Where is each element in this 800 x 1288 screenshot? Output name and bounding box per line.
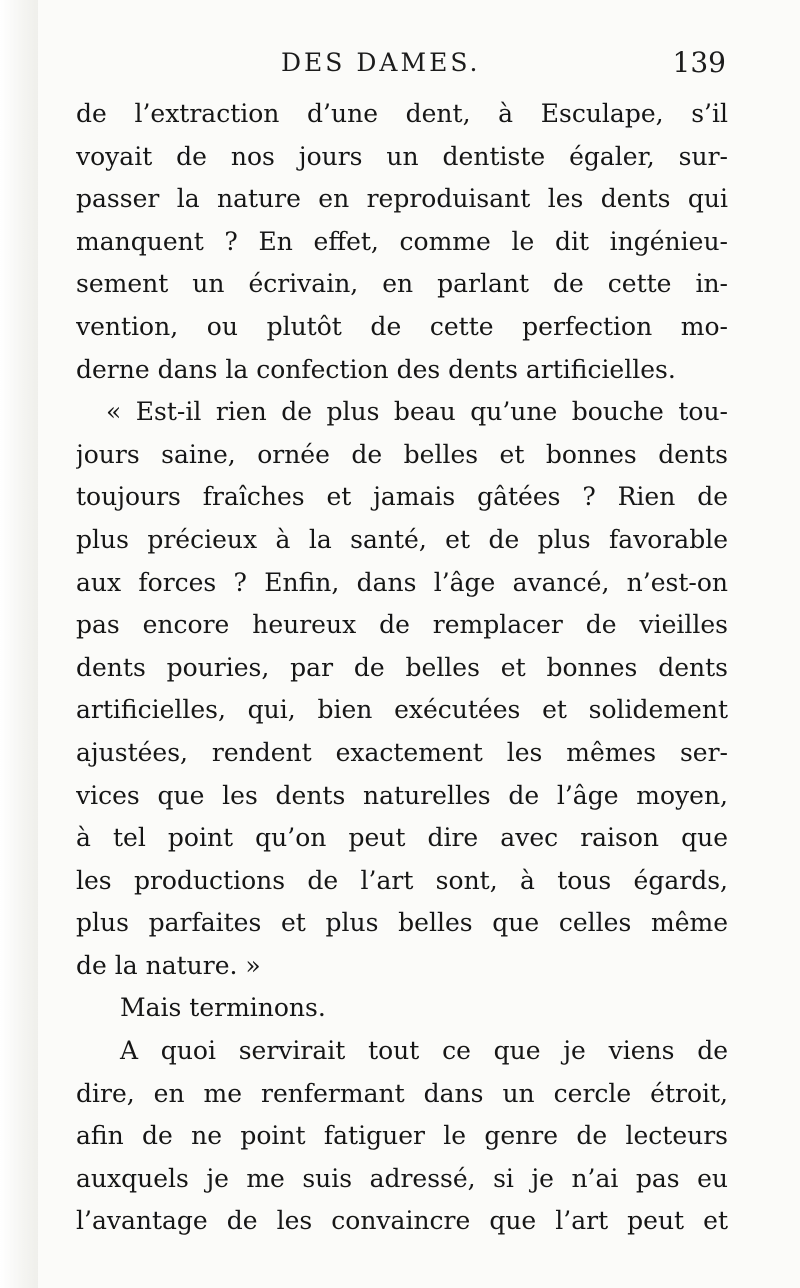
text-line: Mais terminons. — [120, 993, 326, 1023]
running-head: DES DAMES. — [281, 48, 481, 77]
text-line: de la nature. » — [76, 950, 261, 980]
text-line: sement un écrivain, en parlant de cette in- — [76, 269, 728, 299]
text-line: artificielles, qui, bien exécutées et solidement — [76, 695, 728, 725]
text-line: aux forces ? Enfin, dans l’âge avancé, n’est-on — [76, 567, 728, 597]
text-line: les productions de l’art sont, à tous égards, — [76, 865, 728, 895]
text-line: derne dans la confection des dents artificielles. — [76, 354, 676, 384]
body-text — [76, 93, 728, 1243]
page-binding-edge — [0, 0, 38, 1288]
page-number: 139 — [672, 46, 726, 79]
text-line: toujours fraîches et jamais gâtées ? Rien de — [76, 482, 728, 512]
text-line: jours saine, ornée de belles et bonnes dents — [76, 439, 728, 469]
text-line: vention, ou plutôt de cette perfection mo- — [76, 311, 728, 341]
text-line: plus précieux à la santé, et de plus favorable — [76, 524, 728, 554]
text-line: dire, en me renfermant dans un cercle étroit, — [76, 1078, 728, 1108]
text-line: l’avantage de les convaincre que l’art peut et — [76, 1206, 728, 1236]
text-line: passer la nature en reproduisant les dents qui — [76, 184, 728, 214]
text-line: « Est-il rien de plus beau qu’une bouche tou- — [106, 397, 728, 427]
text-line: pas encore heureux de remplacer de vieilles — [76, 610, 728, 640]
text-line: ajustées, rendent exactement les mêmes ser- — [76, 737, 728, 767]
text-line: de l’extraction d’une dent, à Esculape, s’il — [76, 99, 728, 128]
text-line: voyait de nos jours un dentiste égaler, sur- — [76, 141, 728, 171]
text-line: A quoi servirait tout ce que je viens de — [120, 1036, 728, 1066]
text-line: vices que les dents naturelles de l’âge moyen, — [76, 780, 728, 810]
text-line: dents pouries, par de belles et bonnes dents — [76, 652, 728, 682]
text-line: plus parfaites et plus belles que celles même — [76, 908, 728, 938]
text-line: manquent ? En effet, comme le dit ingénieu- — [76, 226, 728, 256]
text-line: afin de ne point fatiguer le genre de lecteurs — [76, 1121, 728, 1151]
text-line: à tel point qu’on peut dire avec raison que — [76, 823, 728, 853]
text-line: auxquels je me suis adressé, si je n’ai pas eu — [76, 1163, 728, 1193]
page-header — [76, 44, 726, 84]
